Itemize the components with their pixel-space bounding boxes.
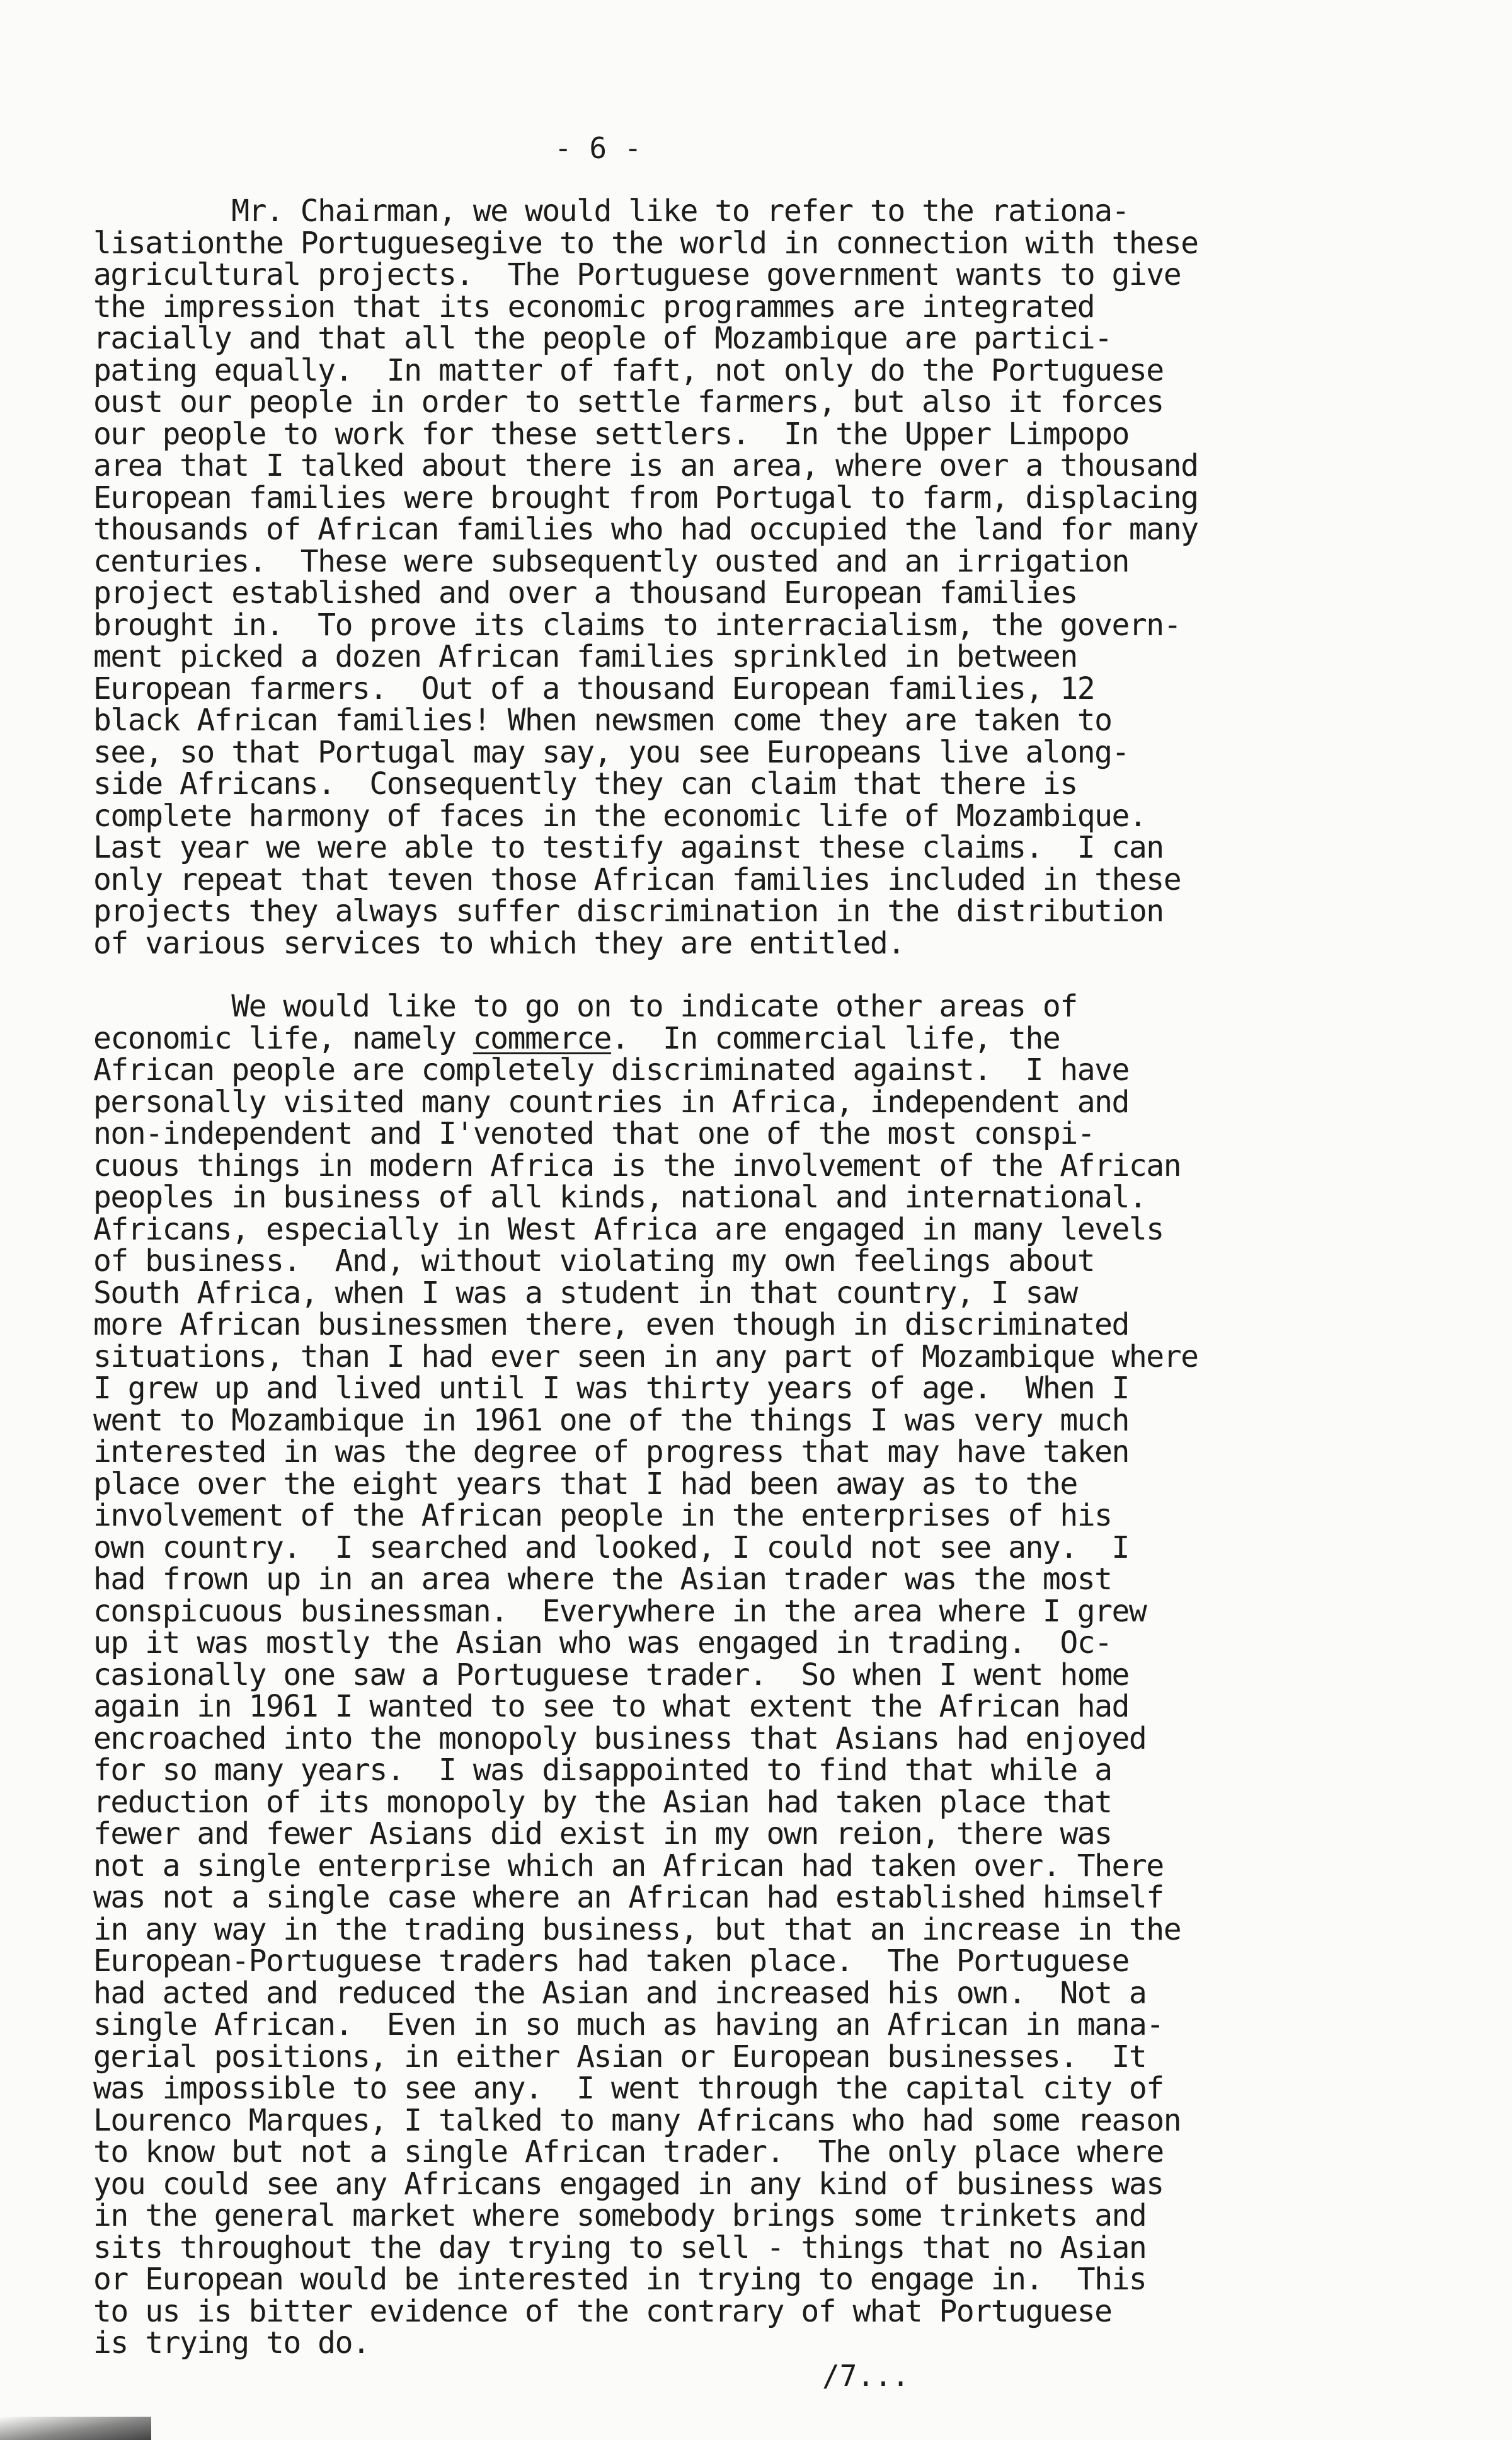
text-line: African people are completely discriminated against. I have	[93, 1052, 1129, 1088]
page-number: - 6 -	[554, 131, 642, 165]
text-line: lisationthe Portuguesegive to the world in connection with these	[93, 225, 1198, 261]
text-line: only repeat that teven those African families included in these	[93, 861, 1181, 897]
text-line: our people to work for these settlers. In the Upper Limpopo	[93, 416, 1129, 452]
text-line: single African. Even in so much as having an African in mana-	[93, 2007, 1164, 2042]
text-line: South Africa, when I was a student in that country, I saw	[93, 1275, 1077, 1311]
text-line: was not a single case where an African had established himself	[93, 1880, 1164, 1915]
paragraph-gap	[93, 959, 1404, 991]
text-line: economic life, namely commerce. In commercial life, the	[93, 1020, 1060, 1056]
text-line: place over the eight years that I had been away as to the	[93, 1466, 1077, 1502]
text-line: own country. I searched and looked, I could not see any. I	[93, 1529, 1129, 1565]
text-line: gerial positions, in either Asian or European businesses. It	[93, 2039, 1147, 2075]
text-line: Africans, especially in West Africa are engaged in many levels	[93, 1211, 1164, 1247]
text-line: is trying to do.	[93, 2325, 370, 2361]
paragraph-2	[93, 991, 1404, 2359]
text-line: conspicuous businessman. Everywhere in the area where I grew	[93, 1593, 1147, 1629]
text-line: European-Portuguese traders had taken place. The Portuguese	[93, 1943, 1129, 1979]
text-line: We would like to go on to indicate other areas of	[93, 989, 1077, 1024]
text-line: Mr. Chairman, we would like to refer to the rationa-	[93, 193, 1129, 229]
underlined-word: commerce	[472, 1020, 611, 1056]
text-line: of various services to which they are entitled.	[93, 925, 905, 961]
text-line: ment picked a dozen African families sprinkled in between	[93, 639, 1077, 674]
text-line: sits throughout the day trying to sell - things that no Asian	[93, 2230, 1147, 2265]
text-line: Lourenco Marques, I talked to many Africans who had some reason	[93, 2102, 1181, 2138]
text-line: more African businessmen there, even though in discriminated	[93, 1307, 1129, 1342]
text-line: peoples in business of all kinds, national and international.	[93, 1180, 1147, 1215]
text-line: in any way in the trading business, but that an increase in the	[93, 1911, 1181, 1947]
text-line: project established and over a thousand European families	[93, 575, 1077, 611]
text-line: centuries. These were subsequently ousted and an irrigation	[93, 543, 1129, 579]
text-line: complete harmony of faces in the economic life of Mozambique.	[93, 798, 1147, 834]
text-line: not a single enterprise which an African had taken over. There	[93, 1848, 1164, 1884]
text-line: was impossible to see any. I went through the capital city of	[93, 2071, 1164, 2106]
text-line: oust our people in order to settle farmers, but also it forces	[93, 384, 1164, 420]
text-line: non-independent and I'venoted that one of the most conspi-	[93, 1116, 1095, 1151]
text-line: to us is bitter evidence of the contrary of what Portuguese	[93, 2293, 1112, 2329]
text-line: brought in. To prove its claims to interracialism, the govern-	[93, 607, 1181, 643]
text-line: black African families! When newsmen come they are taken to	[93, 703, 1112, 738]
text-line: went to Mozambique in 1961 one of the things I was very much	[93, 1402, 1129, 1438]
text-line: area that I talked about there is an area, where over a thousand	[93, 448, 1198, 483]
text-line: of business. And, without violating my own feelings about	[93, 1243, 1095, 1279]
text-line: agricultural projects. The Portuguese government wants to give	[93, 257, 1181, 292]
text-line: Last year we were able to testify against these claims. I can	[93, 830, 1164, 865]
text-line: cuous things in modern Africa is the involvement of the African	[93, 1148, 1181, 1183]
text-line: situations, than I had ever seen in any part of Mozambique where	[93, 1338, 1198, 1374]
text-line: I grew up and lived until I was thirty years of age. When I	[93, 1371, 1129, 1406]
text-line: for so many years. I was disappointed to find that while a	[93, 1752, 1112, 1788]
text-line: casionally one saw a Portuguese trader. So when I went home	[93, 1657, 1129, 1693]
continuation-marker: /7...	[822, 2359, 910, 2393]
text-line: thousands of African families who had occupied the land for many	[93, 512, 1198, 547]
scan-edge-mark	[0, 2417, 151, 2440]
text-line: again in 1961 I wanted to see to what extent the African had	[93, 1689, 1129, 1724]
text-line: to know but not a single African trader. The only place where	[93, 2134, 1164, 2170]
text-line: European farmers. Out of a thousand European families, 12	[93, 670, 1095, 706]
text-line: in the general market where somebody brings some trinkets and	[93, 2198, 1147, 2233]
text-line: encroached into the monopoly business that Asians had enjoyed	[93, 1720, 1147, 1756]
text-line: racially and that all the people of Mozambique are partici-	[93, 321, 1112, 356]
text-line: up it was mostly the Asian who was engaged in trading. Oc-	[93, 1625, 1112, 1660]
text-line: side Africans. Consequently they can claim that there is	[93, 766, 1077, 802]
text-line: reduction of its monopoly by the Asian had taken place that	[93, 1784, 1112, 1820]
text-line: had frown up in an area where the Asian trader was the most	[93, 1562, 1112, 1597]
text-line: projects they always suffer discrimination in the distribution	[93, 894, 1164, 929]
text-line: see, so that Portugal may say, you see Europeans live along-	[93, 734, 1129, 770]
text-line: European families were brought from Portugal to farm, displacing	[93, 480, 1198, 515]
text-line: involvement of the African people in the enterprises of his	[93, 1498, 1112, 1533]
text-line: fewer and fewer Asians did exist in my own reion, there was	[93, 1816, 1112, 1851]
text-line: had acted and reduced the Asian and increased his own. Not a	[93, 1975, 1147, 2011]
body-text	[93, 195, 1404, 2359]
paragraph-1	[93, 195, 1404, 959]
text-line: or European would be interested in trying to engage in. This	[93, 2262, 1147, 2297]
text-line: personally visited many countries in Africa, independent and	[93, 1084, 1129, 1120]
text-line: the impression that its economic programmes are integrated	[93, 289, 1095, 325]
text-line: you could see any Africans engaged in any kind of business was	[93, 2166, 1164, 2202]
text-line: pating equally. In matter of faft, not only do the Portuguese	[93, 352, 1164, 388]
text-line: interested in was the degree of progress that may have taken	[93, 1434, 1129, 1470]
